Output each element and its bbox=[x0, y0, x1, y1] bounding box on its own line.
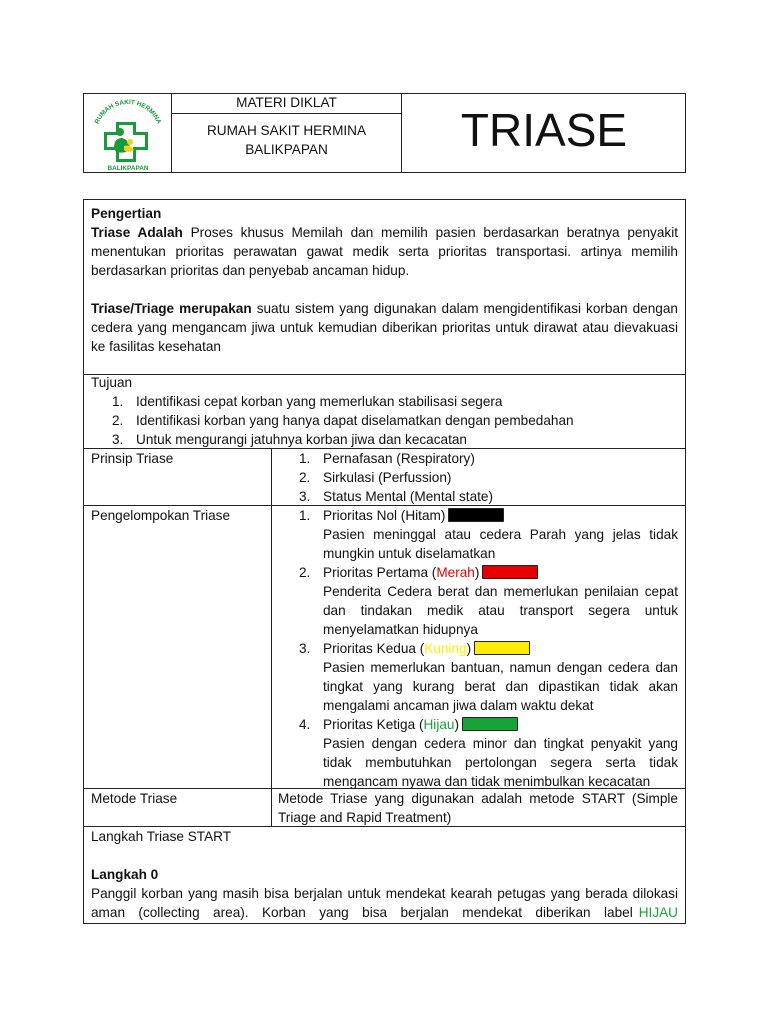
priority-color-swatch bbox=[482, 565, 538, 579]
list-text: Identifikasi cepat korban yang memerlukan stabilisasi segera bbox=[136, 394, 503, 409]
column-divider bbox=[271, 448, 272, 827]
list-number: 1. bbox=[299, 451, 311, 466]
list-text: Status Mental (Mental state) bbox=[323, 489, 493, 504]
priority-item-green bbox=[299, 715, 678, 791]
logo-arc-text: RUMAH SAKIT HERMINA bbox=[93, 98, 163, 126]
list-number: 3. bbox=[299, 489, 311, 504]
section-tujuan bbox=[91, 373, 678, 449]
list-text: Identifikasi korban yang hanya dapat diselamatkan dengan pembedahan bbox=[136, 413, 574, 428]
list-item bbox=[112, 430, 678, 449]
hospital-name-line2: BALIKPAPAN bbox=[245, 142, 328, 157]
tujuan-heading: Tujuan bbox=[91, 375, 133, 390]
priority-color-word: Kuning bbox=[424, 641, 467, 656]
list-item bbox=[112, 411, 678, 430]
metode-line: Metode Triase yang digunakan adalah metode START (Simple bbox=[278, 791, 678, 806]
header-divider-h bbox=[171, 113, 402, 114]
priority-desc: tingkat yang kurang berat dan dipastikan tidak akan bbox=[323, 679, 678, 694]
list-number: 3. bbox=[112, 432, 124, 447]
list-text: Pernafasan (Respiratory) bbox=[323, 451, 475, 466]
metode-text bbox=[278, 789, 678, 827]
priority-title-end: ) bbox=[466, 641, 472, 656]
priority-desc: mungkin untuk diselamatkan bbox=[323, 546, 496, 561]
section-langkah bbox=[91, 827, 678, 922]
priority-color-swatch bbox=[448, 508, 504, 522]
priority-desc: tidak membutuhkan pertolongan segera serta tidak bbox=[323, 755, 678, 770]
priority-title: Prioritas Pertama ( bbox=[323, 565, 437, 580]
pengertian-p2-bold: Triase/Triage merupakan bbox=[91, 301, 252, 316]
pengertian-paragraph-2 bbox=[91, 299, 678, 356]
priority-desc: mengancam nyawa dan tidak menimbulkan kecacatan bbox=[323, 774, 651, 789]
pengertian-p2-text: suatu sistem yang digunakan dalam mengidentifikasi korban dengan cedera yang mengancam jiwa untuk kemudian diberikan prioritas untuk dirawat atau dievakuasi ke fasilitas kesehatan bbox=[91, 301, 678, 354]
langkah-step-title: Langkah 0 bbox=[91, 867, 159, 882]
list-item bbox=[299, 468, 679, 487]
hospital-name-line1: RUMAH SAKIT HERMINA bbox=[206, 123, 367, 138]
pengelompokan-list bbox=[299, 506, 678, 791]
hermina-logo-icon bbox=[86, 96, 170, 172]
priority-desc: Pasien meninggal atau cedera Parah yang jelas tidak bbox=[323, 527, 678, 542]
list-item bbox=[299, 449, 679, 468]
priority-desc: Pasien dengan cedera minor dan tingkat penyakit yang bbox=[323, 736, 678, 751]
list-item bbox=[112, 392, 678, 411]
hospital-logo bbox=[86, 96, 170, 172]
priority-desc: Pasien memerlukan bantuan, namun dengan cedera dan bbox=[323, 660, 678, 675]
section-pengertian bbox=[91, 204, 678, 356]
tujuan-list bbox=[91, 392, 678, 449]
list-number: 2. bbox=[112, 413, 124, 428]
priority-desc: Penderita Cedera berat dan memerlukan penilaian cepat bbox=[323, 584, 678, 599]
header-subtitle: MATERI DIKLAT bbox=[236, 95, 337, 110]
metode-label: Metode Triase bbox=[91, 791, 178, 806]
pengertian-heading: Pengertian bbox=[91, 206, 162, 221]
priority-title: Prioritas Ketiga ( bbox=[323, 717, 424, 732]
priority-item-red bbox=[299, 563, 678, 639]
priority-color-swatch bbox=[462, 717, 518, 731]
list-number: 2. bbox=[299, 565, 311, 580]
priority-title: Prioritas Kedua ( bbox=[323, 641, 425, 656]
priority-color-swatch bbox=[474, 641, 530, 655]
header-hospital-name bbox=[172, 121, 401, 159]
langkah-line: Panggil korban yang masih bisa berjalan untuk mendekat kearah petugas yang berada dilokasi bbox=[91, 886, 678, 901]
pengertian-p1-bold: Triase Adalah bbox=[91, 225, 183, 240]
list-number: 4. bbox=[299, 717, 311, 732]
list-number: 2. bbox=[299, 470, 311, 485]
priority-color-word: Hijau bbox=[423, 717, 455, 732]
prinsip-label: Prinsip Triase bbox=[91, 451, 174, 466]
metode-line: Triage and Rapid Treatment) bbox=[278, 810, 452, 825]
pengertian-p1-text: Proses khusus Memilah dan memilih pasien berdasarkan beratnya penyakit menentukan prioritas perawatan gawat medik serta prioritas transportasi. artinya memilih berdasarkan prioritas dan penyebab ancaman hidup. bbox=[91, 225, 678, 278]
list-number: 1. bbox=[299, 508, 311, 523]
priority-desc: dan tindakan medik atau transport segera untuk bbox=[323, 603, 678, 618]
priority-item-black bbox=[299, 506, 678, 563]
list-text: Sirkulasi (Perfussion) bbox=[323, 470, 452, 485]
list-text: Untuk mengurangi jatuhnya korban jiwa dan kecacatan bbox=[136, 432, 467, 447]
svg-text:RUMAH SAKIT HERMINA bbox=[94, 99, 163, 126]
page-title: TRIASE bbox=[460, 104, 628, 156]
logo-bottom-text: BALIKPAPAN bbox=[107, 165, 149, 172]
priority-title-end: ) bbox=[454, 717, 459, 732]
prinsip-list bbox=[299, 449, 679, 506]
pengertian-paragraph-1 bbox=[91, 223, 678, 280]
priority-title: Prioritas Nol (Hitam) bbox=[323, 508, 446, 523]
list-number: 3. bbox=[299, 641, 311, 656]
pengelompokan-label: Pengelompokan Triase bbox=[91, 508, 231, 523]
list-item bbox=[299, 487, 679, 506]
langkah-green-label: HIJAU bbox=[638, 905, 678, 920]
priority-title-end: ) bbox=[474, 565, 480, 580]
langkah-heading: Langkah Triase START bbox=[91, 829, 232, 844]
langkah-line-text: aman (collecting area). Korban yang bisa berjalan mendekat diberikan label bbox=[91, 905, 633, 920]
priority-desc: menyelamatkan hidupnya bbox=[323, 622, 478, 637]
priority-color-word: Merah bbox=[436, 565, 475, 580]
langkah-line bbox=[91, 903, 678, 922]
priority-desc: mengalami ancaman jiwa dalam waktu dekat bbox=[323, 698, 594, 713]
priority-item-yellow bbox=[299, 639, 678, 715]
list-number: 1. bbox=[112, 394, 124, 409]
